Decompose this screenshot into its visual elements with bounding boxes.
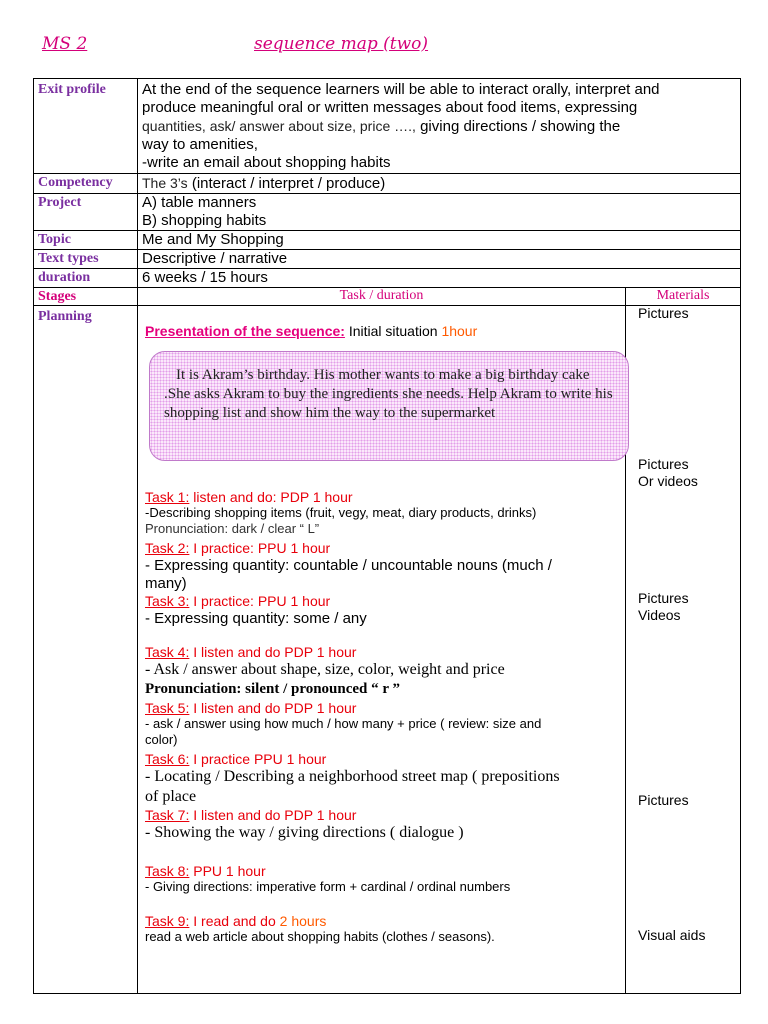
task-name: Task 7: bbox=[145, 807, 190, 823]
topic-label: Topic bbox=[34, 231, 138, 250]
task-detail: - Expressing quantity: countable / uncountable nouns (much / bbox=[145, 557, 552, 574]
stages-label: Stages bbox=[34, 288, 138, 306]
task-title: I listen and do PDP 1 hour bbox=[189, 807, 357, 823]
task-title: I listen and do PDP 1 hour bbox=[189, 700, 357, 716]
task-detail: Pronunciation: silent / pronounced “ r ” bbox=[145, 681, 401, 697]
planning-content bbox=[33, 305, 740, 995]
task-detail: - Locating / Describing a neighborhood street map ( prepositions bbox=[145, 768, 560, 785]
material-text: Visual aids bbox=[638, 927, 706, 943]
table-row bbox=[34, 79, 741, 174]
text-types-label: Text types bbox=[34, 250, 138, 269]
table-row bbox=[34, 194, 741, 231]
exit-profile-line: way to amenities, bbox=[142, 136, 258, 153]
document-header bbox=[0, 34, 768, 58]
project-label: Project bbox=[34, 194, 138, 231]
task-6 bbox=[145, 751, 560, 806]
task-title: PPU 1 hour bbox=[189, 863, 266, 879]
task-title: listen and do: PDP 1 hour bbox=[189, 489, 353, 505]
competency-value bbox=[138, 174, 741, 194]
project-value bbox=[138, 194, 741, 231]
topic-value: Me and My Shopping bbox=[138, 231, 741, 250]
exit-profile-text: quantities, ask/ answer about size, price …., bbox=[142, 118, 416, 134]
task-7 bbox=[145, 807, 464, 843]
task-detail: - Giving directions: imperative form + cardinal / ordinal numbers bbox=[145, 879, 511, 894]
material-item bbox=[638, 792, 689, 809]
task-9 bbox=[145, 913, 495, 945]
exit-profile-line: At the end of the sequence learners will be able to interact orally, interpret and bbox=[142, 81, 660, 98]
exit-profile-text: giving directions / showing the bbox=[415, 118, 621, 135]
exit-profile-value bbox=[138, 79, 741, 174]
planning-label: Planning bbox=[34, 306, 138, 994]
material-item bbox=[638, 305, 689, 322]
task-detail: - ask / answer using how much / how many + price ( review: size and bbox=[145, 716, 542, 731]
initial-situation-text: It is Akram’s birthday. His mother wants to make a big birthday cake .She asks Akram to buy the ingredients she needs. Help Akram to write his shopping list and show him the way to the supermarket bbox=[164, 367, 613, 421]
task-title: I practice: PPU 1 hour bbox=[189, 540, 331, 556]
task-detail: - Ask / answer about shape, size, color, weight and price bbox=[145, 661, 505, 678]
task-2 bbox=[145, 540, 552, 592]
initial-situation-box bbox=[149, 351, 629, 461]
task-5 bbox=[145, 700, 541, 748]
map-title: sequence map (two) bbox=[254, 34, 429, 54]
duration-value: 6 weeks / 15 hours bbox=[138, 269, 741, 288]
task-name: Task 6: bbox=[145, 751, 190, 767]
task-detail: - Expressing quantity: some / any bbox=[145, 610, 367, 627]
task-name: Task 9: bbox=[145, 913, 190, 929]
exit-profile-line: -write an email about shopping habits bbox=[142, 154, 391, 171]
table-row bbox=[34, 288, 741, 306]
task-detail: -Describing shopping items (fruit, vegy, meat, diary products, drinks) bbox=[145, 505, 537, 520]
material-text: Videos bbox=[638, 607, 681, 623]
task-title: I practice PPU 1 hour bbox=[189, 751, 327, 767]
presentation-label: Presentation of the sequence: bbox=[145, 323, 345, 339]
table-row bbox=[34, 174, 741, 194]
presentation-time: 1hour bbox=[441, 323, 478, 339]
materials-header: Materials bbox=[626, 288, 741, 306]
task-name: Task 2: bbox=[145, 540, 190, 556]
project-item: A) table manners bbox=[142, 194, 257, 211]
task-3 bbox=[145, 593, 367, 628]
task-title: I listen and do PDP 1 hour bbox=[189, 644, 357, 660]
task-4 bbox=[145, 644, 505, 698]
presentation-text: Initial situation bbox=[344, 323, 442, 339]
task-title: I read and do bbox=[189, 913, 280, 929]
task-title: I practice: PPU 1 hour bbox=[189, 593, 331, 609]
task-name: Task 3: bbox=[145, 593, 190, 609]
presentation-line bbox=[145, 323, 477, 339]
duration-label: duration bbox=[34, 269, 138, 288]
task-detail: Pronunciation: dark / clear “ L” bbox=[145, 521, 320, 536]
task-name: Task 8: bbox=[145, 863, 190, 879]
task-name: Task 1: bbox=[145, 489, 190, 505]
task-8 bbox=[145, 863, 510, 895]
task-detail: - Showing the way / giving directions ( dialogue ) bbox=[145, 824, 464, 841]
material-text: Or videos bbox=[638, 473, 698, 489]
task-detail: of place bbox=[145, 788, 197, 805]
competency-text: (interact / interpret / produce) bbox=[187, 175, 386, 192]
material-text: Pictures bbox=[638, 305, 689, 321]
competency-text: The 3’s bbox=[142, 175, 188, 191]
table-row bbox=[34, 250, 741, 269]
task-duration-header: Task / duration bbox=[138, 288, 626, 306]
text-types-value: Descriptive / narrative bbox=[138, 250, 741, 269]
task-detail: color) bbox=[145, 732, 178, 747]
table-row bbox=[34, 269, 741, 288]
material-item bbox=[638, 456, 698, 490]
table-row bbox=[34, 231, 741, 250]
level-title: MS 2 bbox=[42, 34, 88, 54]
exit-profile-label: Exit profile bbox=[34, 79, 138, 174]
task-time: 2 hours bbox=[279, 913, 327, 929]
exit-profile-line: produce meaningful oral or written messages about food items, expressing bbox=[142, 99, 638, 116]
task-1 bbox=[145, 489, 536, 537]
material-item bbox=[638, 927, 705, 944]
competency-label: Competency bbox=[34, 174, 138, 194]
material-text: Pictures bbox=[638, 590, 689, 606]
material-text: Pictures bbox=[638, 456, 689, 472]
task-name: Task 4: bbox=[145, 644, 190, 660]
task-name: Task 5: bbox=[145, 700, 190, 716]
project-item: B) shopping habits bbox=[142, 212, 267, 229]
task-detail: read a web article about shopping habits (clothes / seasons). bbox=[145, 929, 495, 944]
exit-profile-line bbox=[142, 117, 736, 136]
material-item bbox=[638, 590, 689, 624]
material-text: Pictures bbox=[638, 792, 689, 808]
task-detail: many) bbox=[145, 575, 187, 592]
